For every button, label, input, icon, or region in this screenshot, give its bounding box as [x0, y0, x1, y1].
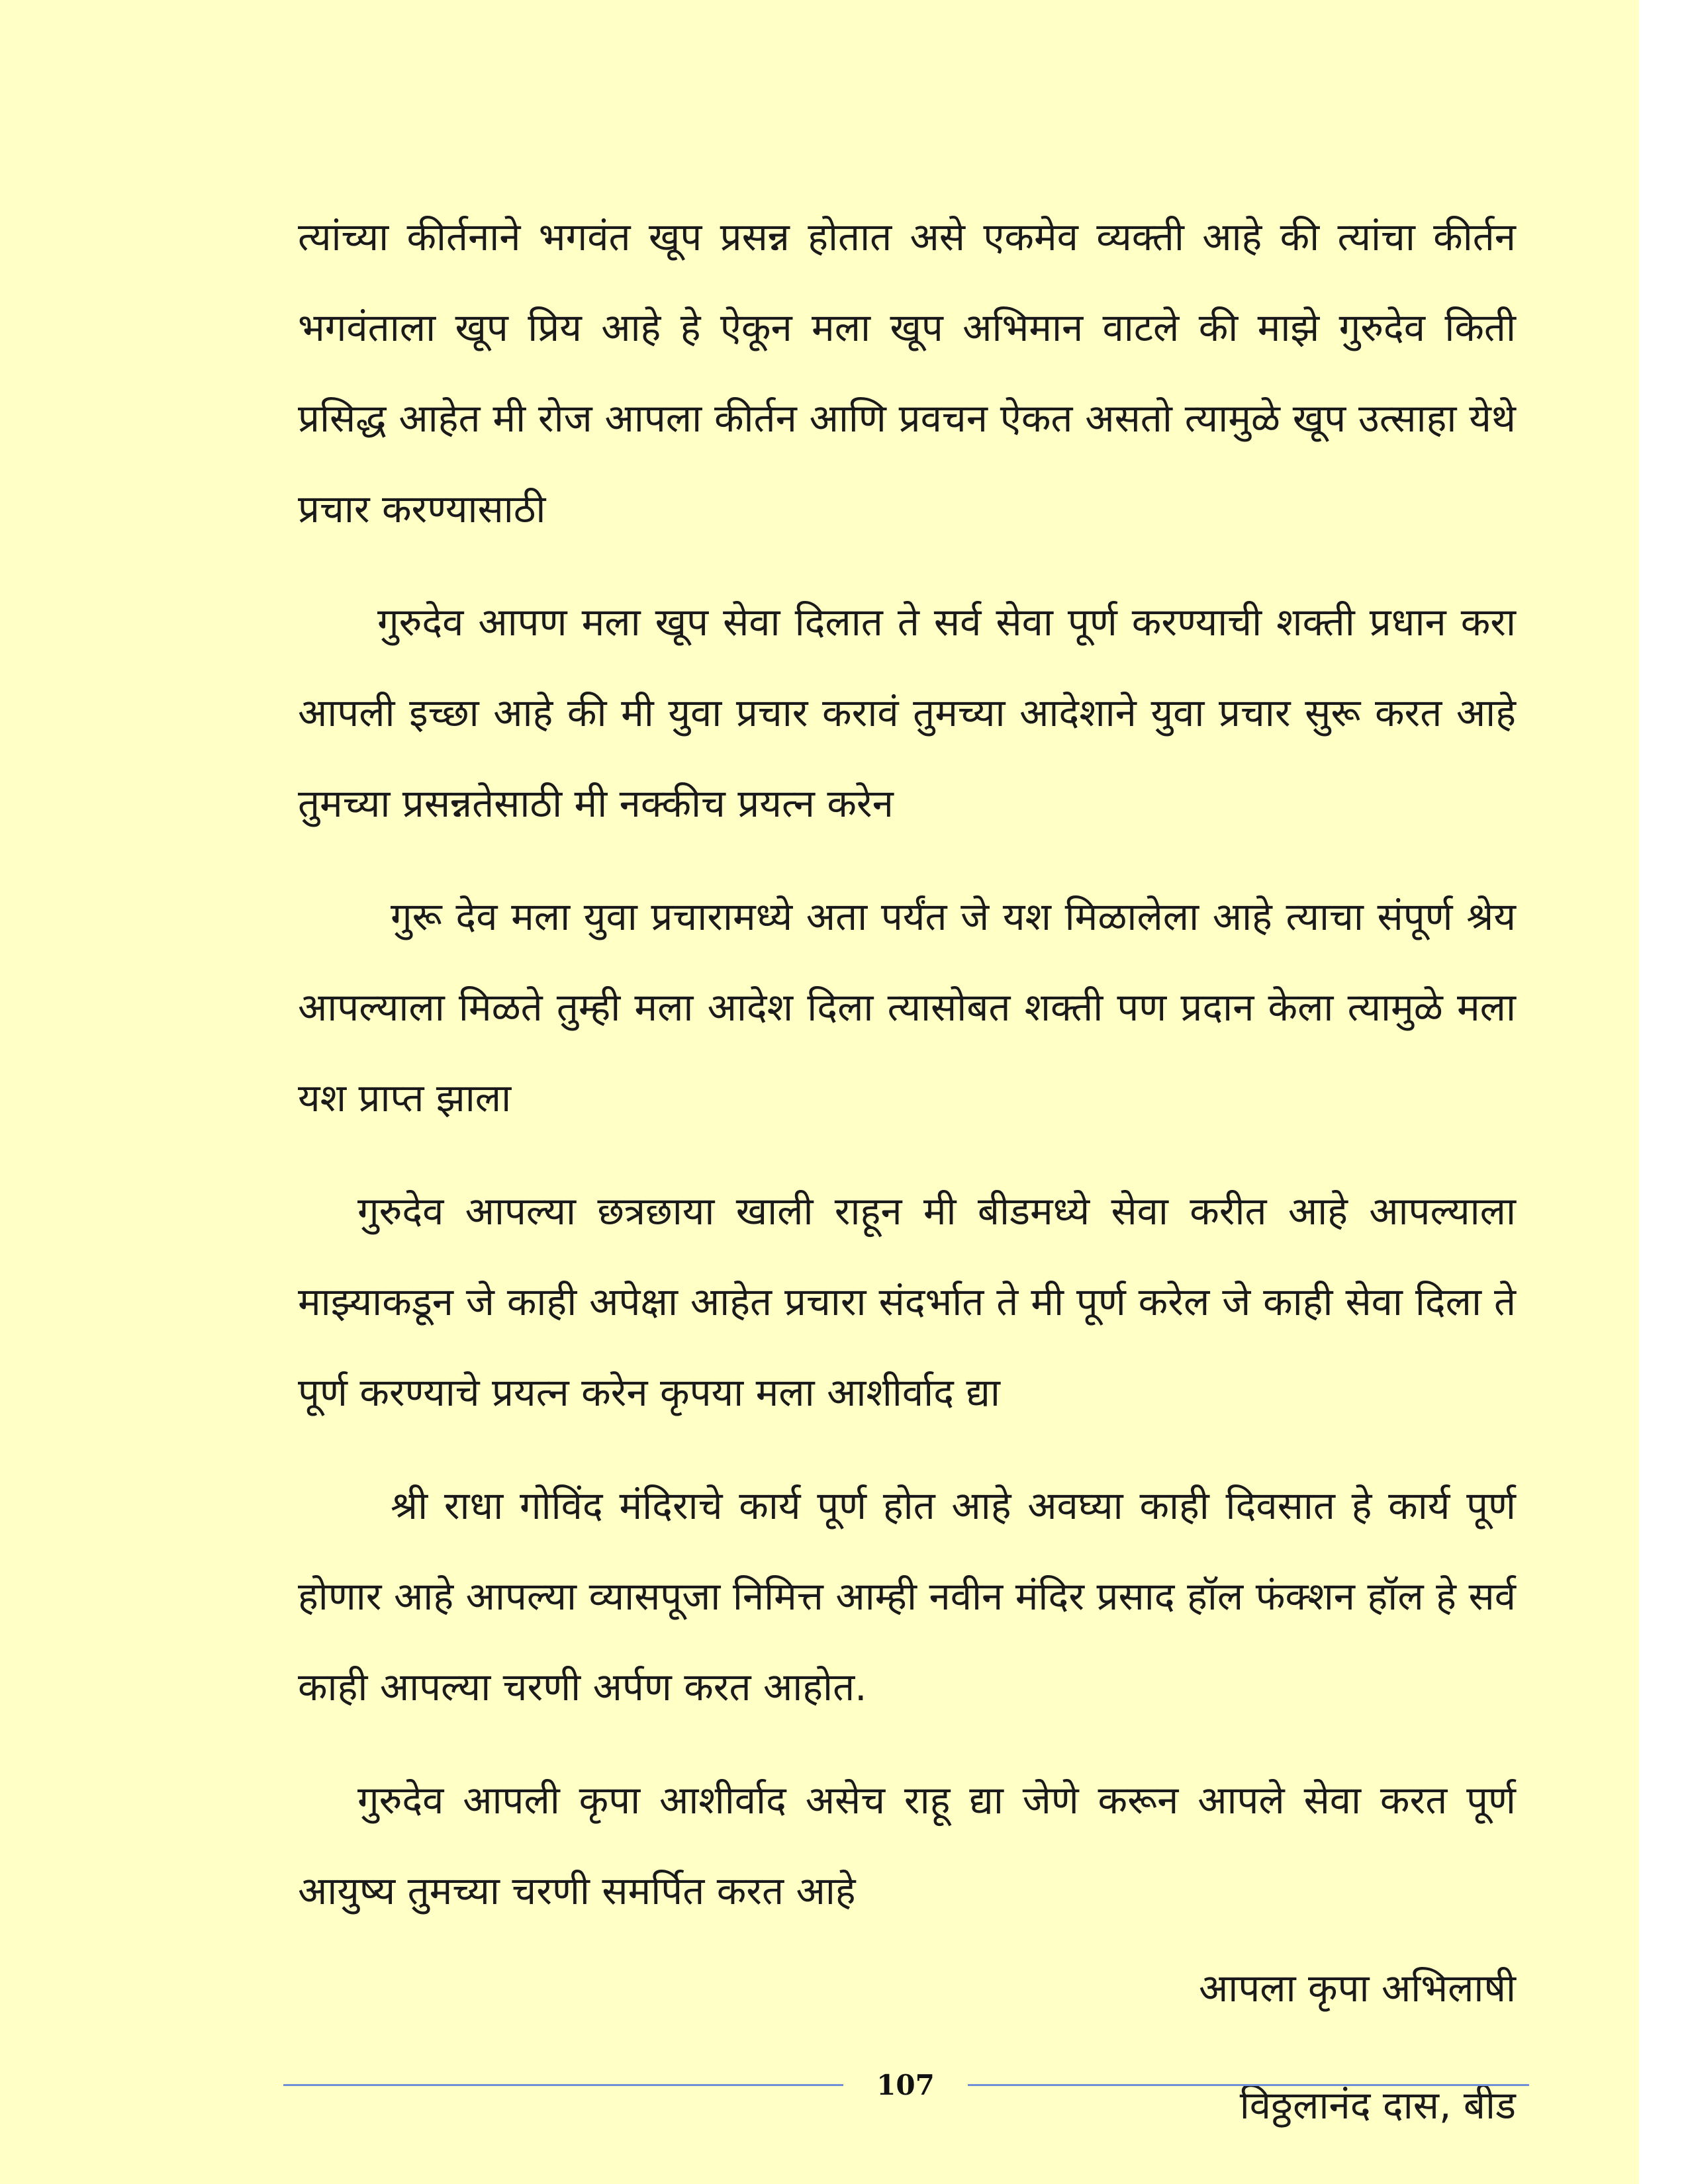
paragraph-5: श्री राधा गोविंद मंदिराचे कार्य पूर्ण होत आहे अवघ्या काही दिवसात हे कार्य पूर्ण होणार आहे आपल्या व्यासपूजा निमित्त आम्ही नवीन मंदिर प्रसाद हॉल फंक्शन हॉल हे सर्व काही आपल्या चरणी अर्पण करत आहोत. [298, 1483, 1516, 1709]
paragraph-2: गुरुदेव आपण मला खूप सेवा दिलात ते सर्व सेवा पूर्ण करण्याची शक्ती प्रधान करा आपली इच्छा आहे की मी युवा प्रचार करावं तुमच्या आदेशाने युवा प्रचार सुरू करत आहे तुमच्या प्रसन्नतेसाठी मी नक्कीच प्रयत्न करेन [298, 600, 1516, 826]
footer-rule-right [968, 2084, 1529, 2086]
page-number: 107 [876, 2069, 935, 2101]
page-footer [0, 2068, 1639, 2108]
closing-line: आपला कृपा अभिलाषी [1199, 1966, 1516, 2011]
paragraph-1: त्यांच्या कीर्तनाने भगवंत खूप प्रसन्न होतात असे एकमेव व्यक्ती आहे की त्यांचा कीर्तन भगवंताला खूप प्रिय आहे हे ऐकून मला खूप अभिमान वाटले की माझे गुरुदेव किती प्रसिद्ध आहेत मी रोज आपला कीर्तन आणि प्रवचन ऐकत असतो त्यामुळे खूप उत्साहा येथे प्रचार करण्यासाठी [298, 214, 1516, 531]
footer-rule-left [283, 2084, 843, 2086]
paragraph-3: गुरू देव मला युवा प्रचारामध्ये अता पर्यंत जे यश मिळालेला आहे त्याचा संपूर्ण श्रेय आपल्याला मिळते तुम्ही मला आदेश दिला त्यासोबत शक्ती पण प्रदान केला त्यामुळे मला यश प्राप्त झाला [298, 894, 1516, 1120]
letter-body [298, 192, 1516, 2151]
signature-line: विठ्ठलानंद दास, बीड [1239, 2083, 1516, 2128]
paragraph-4: गुरुदेव आपल्या छत्रछाया खाली राहून मी बीडमध्ये सेवा करीत आहे आपल्याला माझ्याकडून जे काही अपेक्षा आहेत प्रचारा संदर्भात ते मी पूर्ण करेल जे काही सेवा दिला ते पूर्ण करण्याचे प्रयत्न करेन कृपया मला आशीर्वाद द्या [298, 1189, 1516, 1415]
paragraph-6: गुरुदेव आपली कृपा आशीर्वाद असेच राहू द्या जेणे करून आपले सेवा करत पूर्ण आयुष्य तुमच्या चरणी समर्पित करत आहे [298, 1778, 1516, 1913]
